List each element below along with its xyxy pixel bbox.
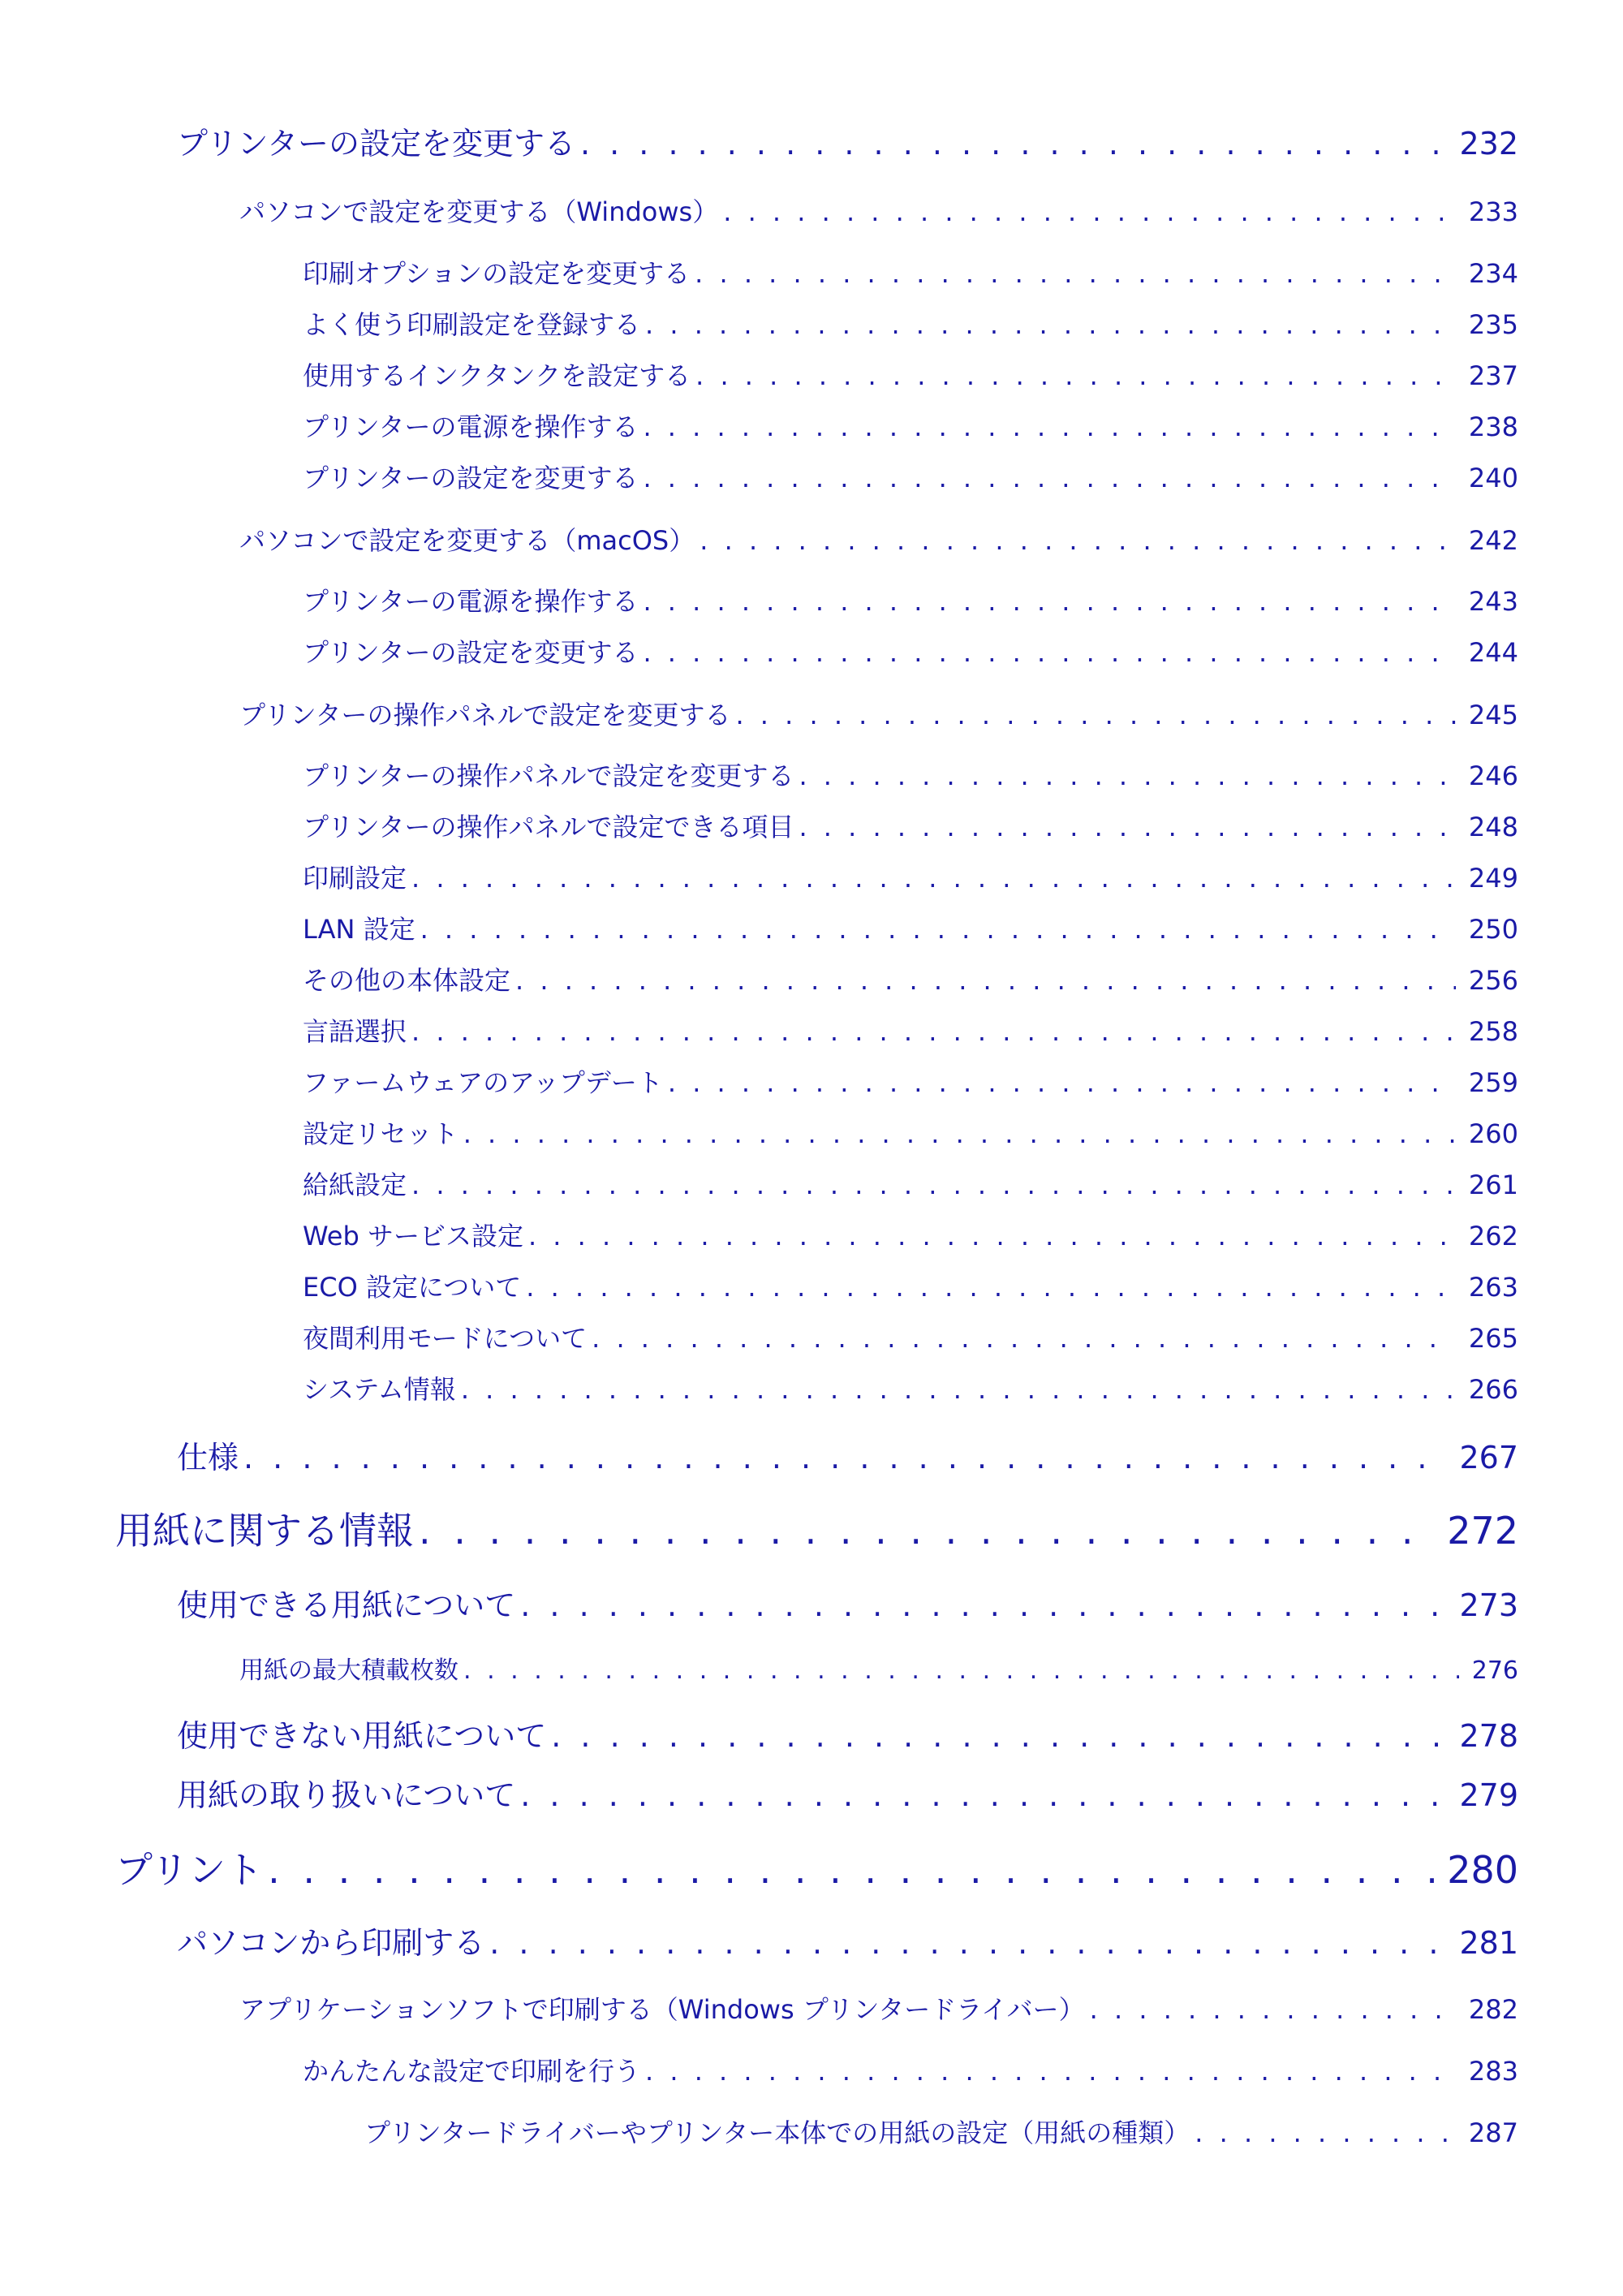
toc-page-number: 246 (1468, 760, 1518, 791)
toc-entry-title: LAN 設定 (303, 914, 415, 945)
toc-dot-leader (419, 1509, 1434, 1553)
toc-entry-title: プリンターの設定を変更する (303, 463, 639, 493)
toc-entry-system-info[interactable] (303, 1369, 1518, 1406)
toc-entry-paper-feed-settings[interactable] (303, 1165, 1518, 1202)
toc-entry-title: プリンターの設定を変更する (177, 126, 575, 162)
toc-dot-leader (645, 2056, 1456, 2087)
toc-dot-leader (461, 1374, 1456, 1405)
toc-entry-print-from-app-windows[interactable] (239, 1989, 1518, 2027)
toc-entry-title: 使用するインクタンクを設定する (303, 360, 691, 391)
toc-page-number: 287 (1468, 2117, 1518, 2148)
toc-entry-lan-settings[interactable] (303, 909, 1518, 946)
toc-entry-title: Web サービス設定 (303, 1221, 523, 1251)
toc-dot-leader (520, 1777, 1446, 1813)
toc-dot-leader (1195, 2117, 1456, 2148)
toc-entry-title: 用紙の取り扱いについて (177, 1777, 516, 1813)
toc-dot-leader (799, 812, 1455, 842)
toc-page-number: 245 (1468, 700, 1518, 730)
toc-entry-title: ファームウェアのアップデート (303, 1067, 663, 1098)
toc-page-number: 248 (1468, 812, 1518, 842)
toc-dot-leader (592, 1323, 1456, 1354)
toc-page-number: 260 (1468, 1118, 1518, 1149)
toc-entry-title: 使用できない用紙について (177, 1718, 547, 1754)
toc-dot-leader (645, 309, 1456, 340)
toc-entry-print-settings[interactable] (303, 858, 1518, 895)
toc-page-number: 256 (1468, 965, 1518, 996)
toc-dot-leader (268, 1848, 1434, 1892)
toc-entry-paper-load-capacity[interactable] (239, 1650, 1518, 1686)
toc-entry-title: プリンターの操作パネルで設定を変更する (303, 760, 794, 791)
toc-dot-leader (580, 126, 1447, 162)
toc-dot-leader (528, 1221, 1456, 1251)
toc-page-number: 244 (1468, 637, 1518, 668)
toc-dot-leader (463, 1656, 1459, 1685)
toc-dot-leader (520, 1587, 1446, 1623)
toc-entry-settings-reset[interactable] (303, 1114, 1518, 1151)
toc-entry-title: よく使う印刷設定を登録する (303, 309, 641, 340)
toc-dot-leader (411, 1016, 1456, 1047)
toc-dot-leader (526, 1272, 1456, 1303)
toc-dot-leader (643, 463, 1455, 493)
toc-entry-web-service-settings[interactable] (303, 1216, 1518, 1253)
toc-entry-other-device-settings[interactable] (303, 960, 1518, 997)
toc-dot-leader (643, 637, 1455, 668)
toc-page-number: 281 (1459, 1925, 1518, 1961)
toc-page-number: 282 (1468, 1994, 1518, 2025)
toc-entry-pc-settings-windows[interactable] (239, 192, 1518, 229)
toc-entry-unusable-paper[interactable] (177, 1711, 1518, 1755)
toc-page-number: 263 (1468, 1272, 1518, 1303)
toc-entry-print-options[interactable] (303, 253, 1518, 291)
toc-dot-leader (489, 1925, 1446, 1961)
toc-page-number: 273 (1459, 1587, 1518, 1623)
toc-entry-print-from-pc[interactable] (177, 1918, 1518, 1962)
toc-dot-leader (723, 196, 1456, 227)
toc-page-number: 233 (1468, 196, 1518, 227)
toc-entry-firmware-update[interactable] (303, 1062, 1518, 1100)
toc-page-number: 278 (1459, 1718, 1518, 1754)
toc-entry-title: ECO 設定について (303, 1272, 522, 1303)
toc-dot-leader (551, 1718, 1446, 1754)
toc-entry-title: かんたんな設定で印刷を行う (303, 2056, 641, 2087)
toc-entry-title: 夜間利用モードについて (303, 1323, 588, 1354)
toc-page-number: 242 (1468, 525, 1518, 556)
toc-page-number: 250 (1468, 914, 1518, 945)
toc-entry-operation-panel-items[interactable] (303, 807, 1518, 844)
toc-page-number: 279 (1459, 1777, 1518, 1813)
toc-entry-title: 用紙に関する情報 (115, 1509, 414, 1553)
toc-dot-leader (411, 1170, 1456, 1200)
toc-page-number: 232 (1459, 126, 1518, 162)
toc-dot-leader (695, 258, 1456, 289)
toc-page-number: 249 (1468, 863, 1518, 894)
toc-entry-title: パソコンから印刷する (177, 1925, 485, 1961)
toc-entry-title: パソコンで設定を変更する（Windows） (239, 196, 719, 227)
toc-entry-title: 言語選択 (303, 1016, 407, 1047)
toc-entry-language-selection[interactable] (303, 1011, 1518, 1049)
toc-entry-change-printer-settings-mac[interactable] (303, 632, 1518, 670)
toc-dot-leader (643, 411, 1455, 442)
toc-entry-title: 仕様 (177, 1440, 239, 1475)
toc-page-number: 261 (1468, 1170, 1518, 1200)
toc-dot-leader (799, 760, 1455, 791)
toc-entry-title: アプリケーションソフトで印刷する（Windows プリンタードライバー） (239, 1994, 1085, 2025)
toc-entry-paper-type-settings[interactable] (364, 2113, 1518, 2150)
toc-page-number: 258 (1468, 1016, 1518, 1047)
toc-entry-paper-handling[interactable] (177, 1770, 1518, 1815)
toc-entry-title: 用紙の最大積載枚数 (239, 1656, 458, 1685)
toc-entry-operation-panel-settings[interactable] (239, 695, 1518, 732)
toc-entry-power-control[interactable] (303, 407, 1518, 444)
toc-entry-power-control-mac[interactable] (303, 581, 1518, 618)
toc-dot-leader (668, 1067, 1456, 1098)
toc-entry-pc-settings-macos[interactable] (239, 520, 1518, 558)
toc-dot-leader (1090, 1994, 1456, 2025)
toc-dot-leader (515, 965, 1456, 996)
toc-entry-title: プリンターの操作パネルで設定を変更する (239, 700, 731, 730)
toc-page-number: 280 (1447, 1848, 1518, 1892)
toc-page-number: 283 (1468, 2056, 1518, 2087)
toc-dot-leader (695, 360, 1456, 391)
toc-dot-leader (411, 863, 1456, 894)
toc-entry-title: プリンタードライバーやプリンター本体での用紙の設定（用紙の種類） (364, 2117, 1190, 2148)
toc-entry-title: システム情報 (303, 1374, 456, 1405)
toc-entry-title: プリント (115, 1848, 264, 1892)
toc-entry-title: その他の本体設定 (303, 965, 511, 996)
toc-entry-register-print-settings[interactable] (303, 304, 1518, 342)
toc-dot-leader (420, 914, 1456, 945)
toc-entry-title: パソコンで設定を変更する（macOS） (239, 525, 695, 556)
toc-page-number: 240 (1468, 463, 1518, 493)
toc-dot-leader (243, 1440, 1446, 1475)
toc-page-number: 259 (1468, 1067, 1518, 1098)
toc-entry-title: 印刷設定 (303, 863, 407, 894)
toc-page-number: 237 (1468, 360, 1518, 391)
toc-page-number: 238 (1468, 411, 1518, 442)
toc-entry-paper-info[interactable] (115, 1501, 1518, 1555)
toc-dot-leader (700, 525, 1456, 556)
toc-entry-title: プリンターの設定を変更する (303, 637, 639, 668)
toc-dot-leader (735, 700, 1455, 730)
toc-page-number: 272 (1447, 1509, 1518, 1553)
toc-entry-title: 給紙設定 (303, 1170, 407, 1200)
toc-entry-title: プリンターの電源を操作する (303, 411, 639, 442)
toc-page-number: 267 (1459, 1440, 1518, 1475)
toc-entry-easy-setup-print[interactable] (303, 2051, 1518, 2088)
toc-entry-printer-settings[interactable] (177, 118, 1518, 163)
toc-dot-leader (643, 586, 1455, 617)
toc-entry-ink-tank-settings[interactable] (303, 355, 1518, 393)
toc-page-number: 276 (1471, 1656, 1518, 1685)
toc-page-number: 243 (1468, 586, 1518, 617)
toc-entry-eco-settings[interactable] (303, 1267, 1518, 1304)
toc-page-number: 234 (1468, 258, 1518, 289)
toc-entry-print[interactable] (115, 1841, 1518, 1894)
toc-entry-operation-panel-change[interactable] (303, 756, 1518, 793)
toc-entry-title: 使用できる用紙について (177, 1587, 516, 1623)
toc-page-number: 265 (1468, 1323, 1518, 1354)
toc-entry-night-mode[interactable] (303, 1318, 1518, 1355)
toc-entry-title: 印刷オプションの設定を変更する (303, 258, 691, 289)
toc-entry-change-printer-settings[interactable] (303, 458, 1518, 495)
toc-page-number: 235 (1468, 309, 1518, 340)
toc-page-number: 262 (1468, 1221, 1518, 1251)
toc-entry-title: 設定リセット (303, 1118, 458, 1149)
toc-entry-title: プリンターの電源を操作する (303, 586, 639, 617)
toc-entry-usable-paper[interactable] (177, 1580, 1518, 1625)
toc-entry-title: プリンターの操作パネルで設定できる項目 (303, 812, 794, 842)
toc-page-number: 266 (1468, 1374, 1518, 1405)
toc-entry-specifications[interactable] (177, 1432, 1518, 1477)
toc-dot-leader (463, 1118, 1456, 1149)
